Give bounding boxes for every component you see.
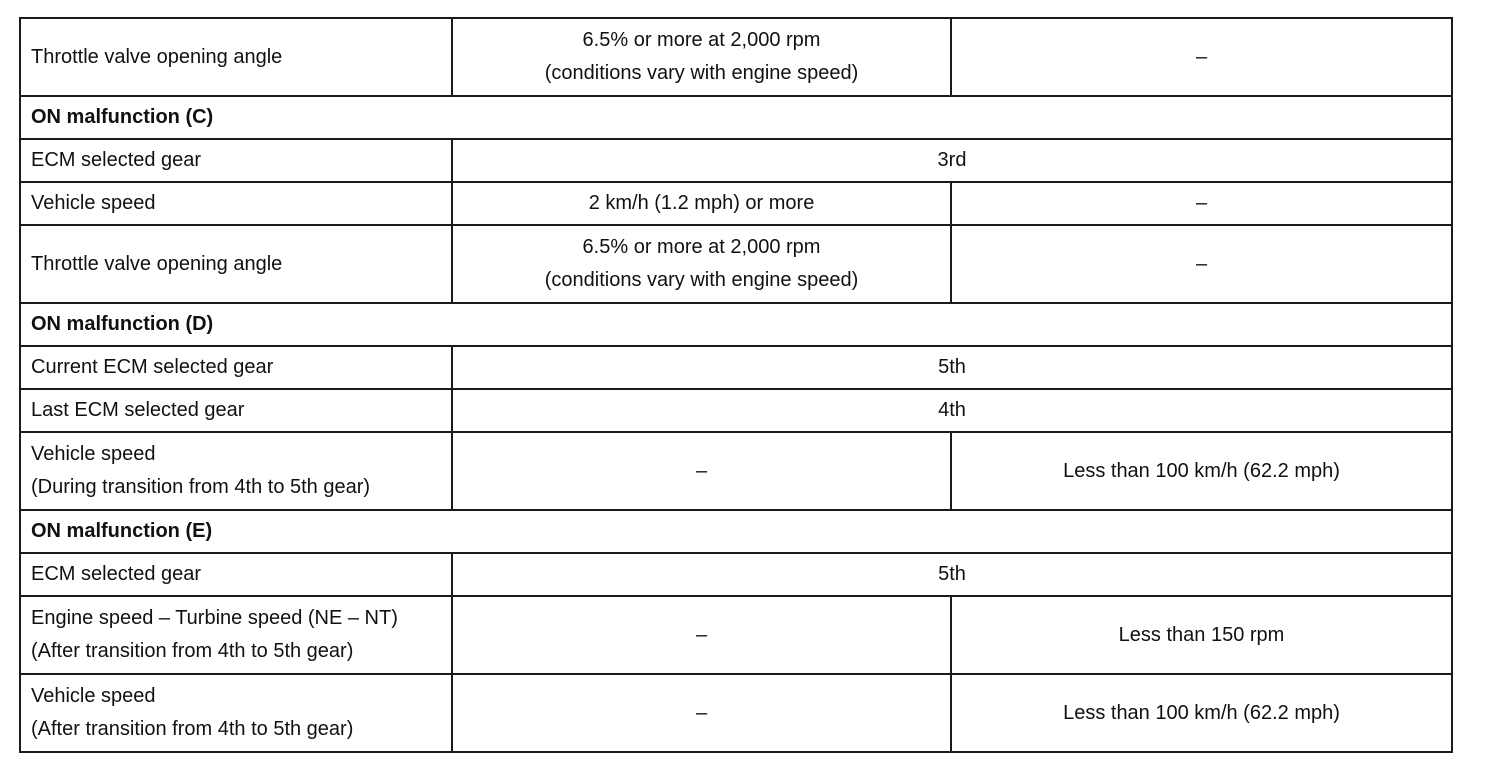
table-row [20, 346, 1452, 389]
section-title: ON malfunction (D) [20, 303, 1452, 346]
merged-value-cell: 5th [452, 553, 1452, 596]
section-title: ON malfunction (C) [20, 96, 1452, 139]
condition-cell: Less than 100 km/h (62.2 mph) [951, 432, 1452, 510]
item-label-cell: Engine speed – Turbine speed (NE – NT) (After transition from 4th to 5th gear) [20, 596, 452, 674]
section-header-row [20, 510, 1452, 553]
condition-cell: – [951, 225, 1452, 303]
table-row [20, 18, 1452, 96]
condition-cell: – [951, 182, 1452, 225]
condition-cell: 6.5% or more at 2,000 rpm (conditions vary with engine speed) [452, 18, 951, 96]
condition-cell: – [951, 18, 1452, 96]
table-row [20, 674, 1452, 752]
item-label-cell: Vehicle speed [20, 182, 452, 225]
table-row [20, 596, 1452, 674]
item-label-cell: Throttle valve opening angle [20, 18, 452, 96]
condition-cell: – [452, 596, 951, 674]
table-row [20, 389, 1452, 432]
condition-cell: Less than 100 km/h (62.2 mph) [951, 674, 1452, 752]
table-row [20, 182, 1452, 225]
item-label-cell: Last ECM selected gear [20, 389, 452, 432]
condition-cell: – [452, 432, 951, 510]
merged-value-cell: 3rd [452, 139, 1452, 182]
condition-cell: Less than 150 rpm [951, 596, 1452, 674]
merged-value-cell: 5th [452, 346, 1452, 389]
item-label-cell: Vehicle speed (After transition from 4th to 5th gear) [20, 674, 452, 752]
item-label-cell: ECM selected gear [20, 553, 452, 596]
item-label-cell: ECM selected gear [20, 139, 452, 182]
item-label-cell: Throttle valve opening angle [20, 225, 452, 303]
item-label-cell: Current ECM selected gear [20, 346, 452, 389]
condition-cell: 6.5% or more at 2,000 rpm (conditions vary with engine speed) [452, 225, 951, 303]
table-row [20, 139, 1452, 182]
table-row [20, 553, 1452, 596]
section-header-row [20, 303, 1452, 346]
section-header-row [20, 96, 1452, 139]
section-title: ON malfunction (E) [20, 510, 1452, 553]
table-row [20, 225, 1452, 303]
condition-cell: 2 km/h (1.2 mph) or more [452, 182, 951, 225]
condition-table [19, 17, 1453, 753]
condition-cell: – [452, 674, 951, 752]
item-label-cell: Vehicle speed (During transition from 4th to 5th gear) [20, 432, 452, 510]
table-row [20, 432, 1452, 510]
merged-value-cell: 4th [452, 389, 1452, 432]
